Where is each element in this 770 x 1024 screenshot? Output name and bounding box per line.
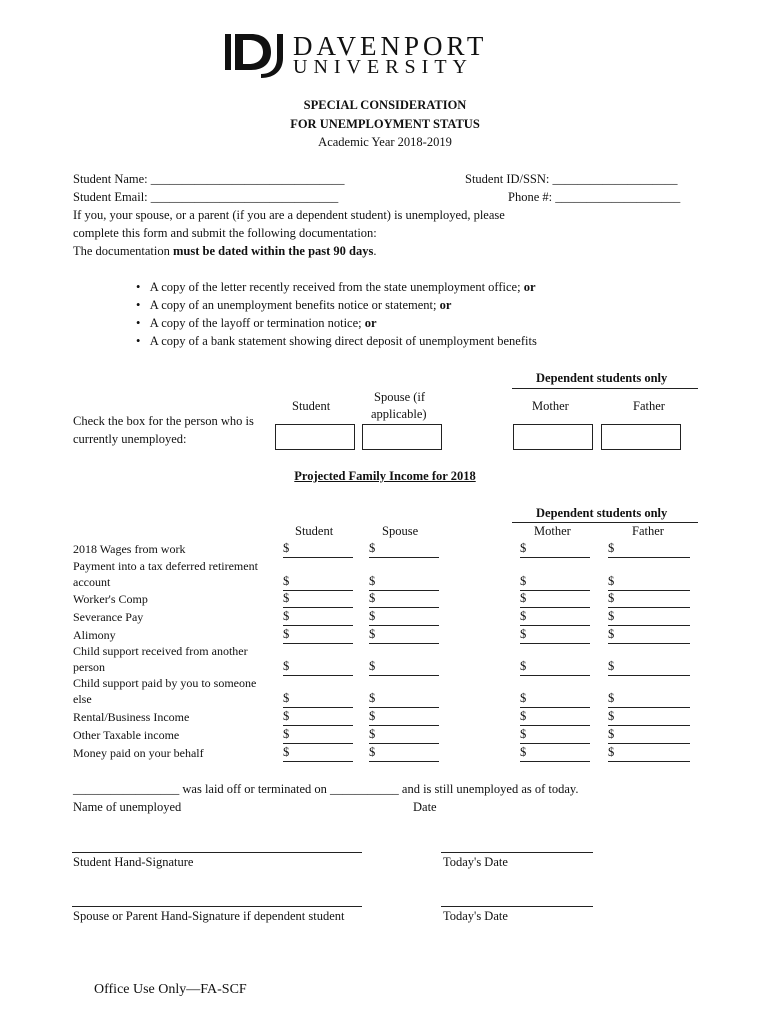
- income-amount-field[interactable]: [520, 557, 590, 558]
- academic-year: Academic Year 2018-2019: [318, 135, 452, 149]
- income-amount-currency: $: [520, 727, 527, 741]
- col-spouse-label-2: applicable): [371, 407, 427, 421]
- instructions-line-1: If you, your spouse, or a parent (if you are a dependent student) is unemployed, please: [73, 208, 505, 222]
- col-student-label: Student: [292, 399, 331, 413]
- income-amount-field[interactable]: [520, 761, 590, 762]
- income-row-label: Worker's Comp: [73, 592, 148, 606]
- col-spouse-label-1: Spouse (if: [374, 390, 426, 404]
- income-row-label: Rental/Business Income: [73, 710, 190, 724]
- income-amount-field[interactable]: [283, 743, 353, 744]
- income-amount-field[interactable]: [369, 761, 439, 762]
- income-amount-field[interactable]: [369, 725, 439, 726]
- bullet-text: A copy of a bank statement showing direct deposit of unemployment benefits: [149, 334, 537, 348]
- income-amount-currency: $: [283, 609, 290, 623]
- bullet-bold: or: [439, 298, 452, 312]
- income-amount-currency: $: [608, 727, 615, 741]
- income-amount-currency: $: [608, 745, 615, 759]
- income-amount-currency: $: [608, 659, 615, 673]
- income-row-label: 2018 Wages from work: [73, 542, 186, 556]
- title-line-2: FOR UNEMPLOYMENT STATUS: [290, 117, 480, 131]
- instructions-line-3-bold: must be dated within the past 90 days: [172, 244, 374, 258]
- income-amount-field[interactable]: [369, 607, 439, 608]
- bullet-item: • A copy of the layoff or termination notice; or: [136, 316, 377, 330]
- income-dependent-underline: [512, 522, 698, 523]
- bullet-item: • A copy of a bank statement showing direct deposit of unemployment benefits: [136, 334, 537, 348]
- income-amount-field[interactable]: [283, 590, 353, 591]
- income-amount-field[interactable]: [520, 643, 590, 644]
- income-amount-field[interactable]: [369, 743, 439, 744]
- income-amount-currency: $: [283, 591, 290, 605]
- spouse-signature-line[interactable]: [72, 906, 362, 907]
- income-amount-currency: $: [283, 691, 290, 705]
- income-amount-currency: $: [520, 709, 527, 723]
- income-amount-field[interactable]: [608, 557, 690, 558]
- spouse-checkbox[interactable]: [362, 424, 442, 450]
- income-amount-field[interactable]: [608, 743, 690, 744]
- student-signature-line[interactable]: [72, 852, 362, 853]
- income-amount-field[interactable]: [608, 643, 690, 644]
- income-amount-currency: $: [520, 574, 527, 588]
- bullet-item: • A copy of the letter recently received from the state unemployment office; or: [136, 280, 536, 294]
- income-amount-field[interactable]: [369, 625, 439, 626]
- student-checkbox[interactable]: [275, 424, 355, 450]
- income-amount-field[interactable]: [608, 675, 690, 676]
- income-row-label: Severance Pay: [73, 610, 144, 624]
- income-amount-field[interactable]: [283, 643, 353, 644]
- income-amount-field[interactable]: [283, 707, 353, 708]
- income-amount-field[interactable]: [608, 607, 690, 608]
- income-amount-field[interactable]: [520, 725, 590, 726]
- income-amount-field[interactable]: [608, 625, 690, 626]
- income-amount-field[interactable]: [369, 707, 439, 708]
- income-amount-currency: $: [369, 627, 376, 641]
- income-amount-field[interactable]: [283, 725, 353, 726]
- income-row-label: Other Taxable income: [73, 728, 180, 742]
- income-row-label: Alimony: [73, 628, 116, 642]
- income-amount-currency: $: [283, 627, 290, 641]
- income-amount-currency: $: [608, 541, 615, 555]
- income-amount-currency: $: [608, 691, 615, 705]
- dependent-students-header: Dependent students only: [536, 371, 668, 385]
- income-amount-field[interactable]: [520, 707, 590, 708]
- instructions-line-3-prefix: The documentation: [73, 244, 173, 258]
- col-mother-label: Mother: [532, 399, 569, 413]
- laid-off-statement[interactable]: _________________ was laid off or terminated on ___________ and is still unemployed as of today.: [73, 782, 579, 796]
- income-col-spouse: Spouse: [382, 524, 419, 538]
- student-date-label: Today's Date: [443, 855, 508, 869]
- instructions-line-2: complete this form and submit the following documentation:: [73, 226, 377, 240]
- income-amount-field[interactable]: [520, 675, 590, 676]
- income-amount-currency: $: [608, 591, 615, 605]
- income-amount-currency: $: [283, 574, 290, 588]
- income-row-label: Child support paid by you to someone: [73, 676, 257, 690]
- income-amount-currency: $: [369, 691, 376, 705]
- income-heading: Projected Family Income for 2018: [294, 469, 476, 483]
- income-amount-currency: $: [520, 691, 527, 705]
- bullet-text: A copy of an unemployment benefits notice or statement;: [149, 298, 440, 312]
- income-amount-currency: $: [520, 627, 527, 641]
- income-amount-currency: $: [369, 727, 376, 741]
- income-col-father: Father: [632, 524, 664, 538]
- income-row-label-cont: person: [73, 660, 105, 674]
- income-amount-field[interactable]: [283, 607, 353, 608]
- income-amount-currency: $: [520, 659, 527, 673]
- phone-field[interactable]: Phone #: ____________________: [508, 190, 681, 204]
- income-row-label-cont: account: [73, 575, 111, 589]
- income-amount-field[interactable]: [283, 761, 353, 762]
- income-amount-currency: $: [520, 745, 527, 759]
- check-label-2: currently unemployed:: [73, 432, 187, 446]
- income-amount-field[interactable]: [283, 675, 353, 676]
- income-amount-field[interactable]: [520, 590, 590, 591]
- income-amount-field[interactable]: [369, 675, 439, 676]
- income-amount-currency: $: [608, 574, 615, 588]
- income-amount-currency: $: [283, 709, 290, 723]
- income-dependent-header: Dependent students only: [536, 506, 668, 520]
- student-signature-label: Student Hand-Signature: [73, 855, 194, 869]
- income-amount-currency: $: [283, 541, 290, 555]
- instructions-line-3-suffix: .: [373, 244, 377, 258]
- income-amount-currency: $: [369, 541, 376, 555]
- income-amount-currency: $: [608, 709, 615, 723]
- mother-checkbox[interactable]: [513, 424, 593, 450]
- student-id-field[interactable]: Student ID/SSN: ____________________: [465, 172, 678, 186]
- bullet-item: • A copy of an unemployment benefits notice or statement; or: [136, 298, 452, 312]
- check-label-1: Check the box for the person who is: [73, 414, 254, 428]
- income-amount-field[interactable]: [608, 707, 690, 708]
- instructions-line-3: [73, 244, 377, 259]
- student-name-field[interactable]: Student Name: _______________________________: [73, 172, 345, 186]
- logo-word-davenport: DAVENPORT: [293, 31, 488, 61]
- income-amount-currency: $: [283, 727, 290, 741]
- income-row-label-cont: else: [73, 692, 92, 706]
- income-col-student: Student: [295, 524, 334, 538]
- office-use-footer: Office Use Only—FA-SCF: [94, 982, 247, 997]
- bullet-text: A copy of the letter recently received from the state unemployment office;: [149, 280, 524, 294]
- income-amount-field[interactable]: [520, 743, 590, 744]
- university-logo: [221, 30, 526, 82]
- income-amount-currency: $: [520, 541, 527, 555]
- income-row-label: Payment into a tax deferred retirement: [73, 559, 258, 573]
- income-amount-field[interactable]: [520, 607, 590, 608]
- bullet-bold: or: [523, 280, 536, 294]
- father-checkbox[interactable]: [601, 424, 681, 450]
- income-amount-currency: $: [369, 709, 376, 723]
- income-amount-currency: $: [369, 609, 376, 623]
- income-amount-currency: $: [369, 591, 376, 605]
- income-row-label: Child support received from another: [73, 644, 248, 658]
- income-amount-field[interactable]: [369, 590, 439, 591]
- du-logo-mark-icon: [221, 30, 283, 78]
- income-amount-currency: $: [283, 659, 290, 673]
- income-amount-field[interactable]: [608, 761, 690, 762]
- income-amount-field[interactable]: [283, 557, 353, 558]
- income-amount-currency: $: [369, 659, 376, 673]
- student-email-field[interactable]: Student Email: ______________________________: [73, 190, 339, 204]
- income-amount-currency: $: [520, 591, 527, 605]
- spouse-date-label: Today's Date: [443, 909, 508, 923]
- spouse-signature-label: Spouse or Parent Hand-Signature if dependent student: [73, 909, 345, 923]
- dependent-header-underline: [512, 388, 698, 389]
- bullet-bold: or: [364, 316, 377, 330]
- col-father-label: Father: [633, 399, 665, 413]
- spouse-date-line[interactable]: [441, 906, 593, 907]
- income-amount-currency: $: [283, 745, 290, 759]
- income-amount-field[interactable]: [608, 725, 690, 726]
- name-of-unemployed-label: Name of unemployed: [73, 800, 182, 814]
- income-amount-field[interactable]: [369, 643, 439, 644]
- income-amount-currency: $: [608, 627, 615, 641]
- income-amount-currency: $: [608, 609, 615, 623]
- student-date-line[interactable]: [441, 852, 593, 853]
- title-line-1: SPECIAL CONSIDERATION: [303, 98, 467, 112]
- income-amount-field[interactable]: [608, 590, 690, 591]
- income-amount-field[interactable]: [369, 557, 439, 558]
- logo-word-university: UNIVERSITY: [293, 56, 473, 78]
- income-col-mother: Mother: [534, 524, 571, 538]
- income-amount-currency: $: [369, 574, 376, 588]
- income-row-label: Money paid on your behalf: [73, 746, 204, 760]
- date-label: Date: [413, 800, 437, 814]
- bullet-text: A copy of the layoff or termination notice;: [149, 316, 365, 330]
- income-amount-currency: $: [369, 745, 376, 759]
- income-amount-field[interactable]: [283, 625, 353, 626]
- income-amount-currency: $: [520, 609, 527, 623]
- income-amount-field[interactable]: [520, 625, 590, 626]
